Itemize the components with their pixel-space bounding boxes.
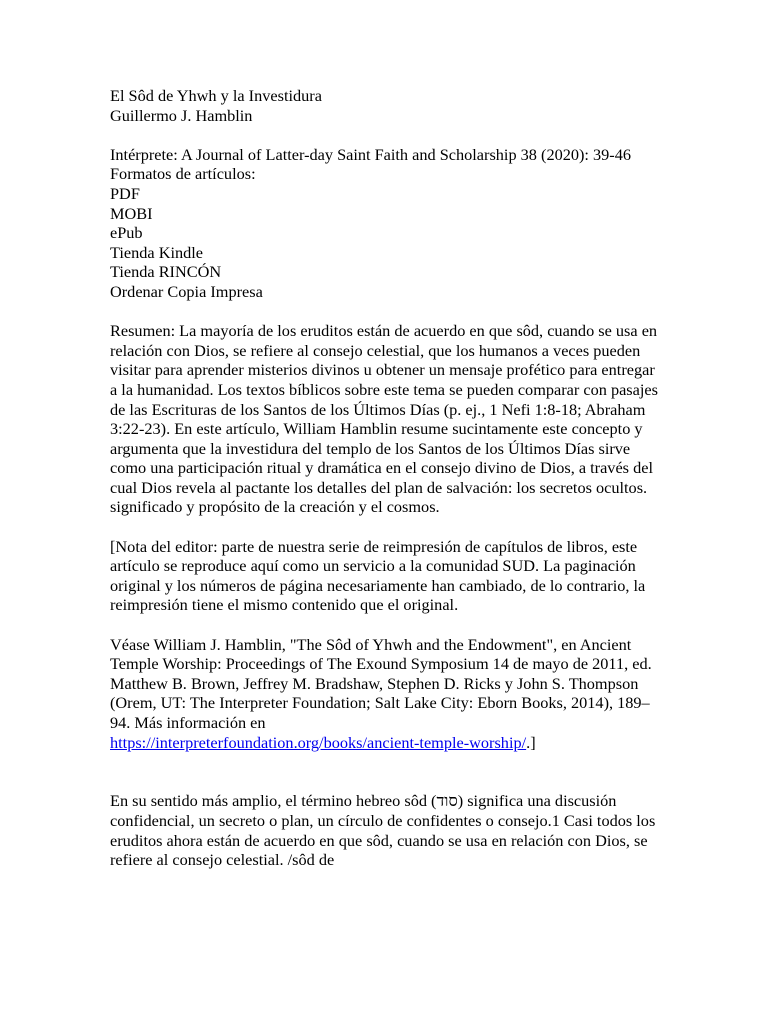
format-mobi: MOBI bbox=[110, 203, 153, 223]
see-also-tail: .] bbox=[526, 732, 536, 752]
see-also-paragraph bbox=[110, 635, 658, 753]
document-author: Guillermo J. Hamblin bbox=[110, 105, 253, 125]
body-paragraph: En su sentido más amplio, el término hebreo sôd (סוד) significa una discusión confidencial, un secreto o plan, un círculo de confidentes o consejo.1 Casi todos los eruditos ahora están de acuerdo en que sôd, cuando se usa en relación con Dios, se refiere al consejo celestial. /sôd de bbox=[110, 791, 656, 870]
formats-heading: Formatos de artículos: bbox=[110, 164, 256, 184]
document-title: El Sôd de Yhwh y la Investidura bbox=[110, 86, 322, 105]
abstract-block bbox=[110, 321, 658, 517]
journal-citation: Intérprete: A Journal of Latter-day Saint Faith and Scholarship 38 (2020): 39-46 bbox=[110, 144, 632, 164]
format-epub: ePub bbox=[110, 223, 143, 243]
header-block bbox=[110, 86, 658, 125]
blank-line bbox=[110, 772, 658, 792]
see-also-text: Véase William J. Hamblin, "The Sôd of Yhwh and the Endowment", en Ancient Temple Worship: Proceedings of The Exound Symposium 14 de mayo de 2011, ed. Matthew B. Brown, Jeffrey M. Bradshaw, Stephen D. Ricks y John S. Thompson (Orem, UT: The Interpreter Foundation; Salt Lake City: Eborn Books, 2014), 189–94. Más información en bbox=[110, 634, 652, 732]
format-print-copy: Ordenar Copia Impresa bbox=[110, 281, 263, 301]
formats-block bbox=[110, 145, 658, 302]
format-rincon-store: Tienda RINCÓN bbox=[110, 262, 222, 282]
body-block bbox=[110, 791, 658, 869]
format-kindle-store: Tienda Kindle bbox=[110, 242, 204, 262]
abstract-paragraph: Resumen: La mayoría de los eruditos están de acuerdo en que sôd, cuando se usa en relación con Dios, se refiere al consejo celestial, que los humanos a veces pueden visitar para aprender misterios divinos u obtener un mensaje profético para entregar a la humanidad. Los textos bíblicos sobre este tema se pueden comparar con pasajes de las Escrituras de los Santos de los Últimos Días (p. ej., 1 Nefi 1:8-18; Abraham 3:22-23). En este artículo, William Hamblin resume sucintamente este concepto y argumenta que la investidura del templo de los Santos de los Últimos Días sirve como una participación ritual y dramática en el consejo divino de Dios, a través del cual Dios revela al pactante los detalles del plan de salvación: los secretos ocultos. significado y propósito de la creación y el cosmos. bbox=[110, 321, 658, 517]
editor-note-paragraph: [Nota del editor: parte de nuestra serie de reimpresión de capítulos de libros, este artículo se reproduce aquí como un servicio a la comunidad SUD. La paginación original y los números de página necesariamente han cambiado, de lo contrario, la reimpresión tiene el mismo contenido que el original. bbox=[110, 536, 646, 615]
format-pdf: PDF bbox=[110, 183, 140, 203]
editor-note-block bbox=[110, 537, 658, 615]
see-also-block bbox=[110, 635, 658, 753]
ancient-temple-worship-link[interactable]: https://interpreterfoundation.org/books/ancient-temple-worship/ bbox=[110, 732, 527, 752]
document-page bbox=[110, 86, 658, 889]
